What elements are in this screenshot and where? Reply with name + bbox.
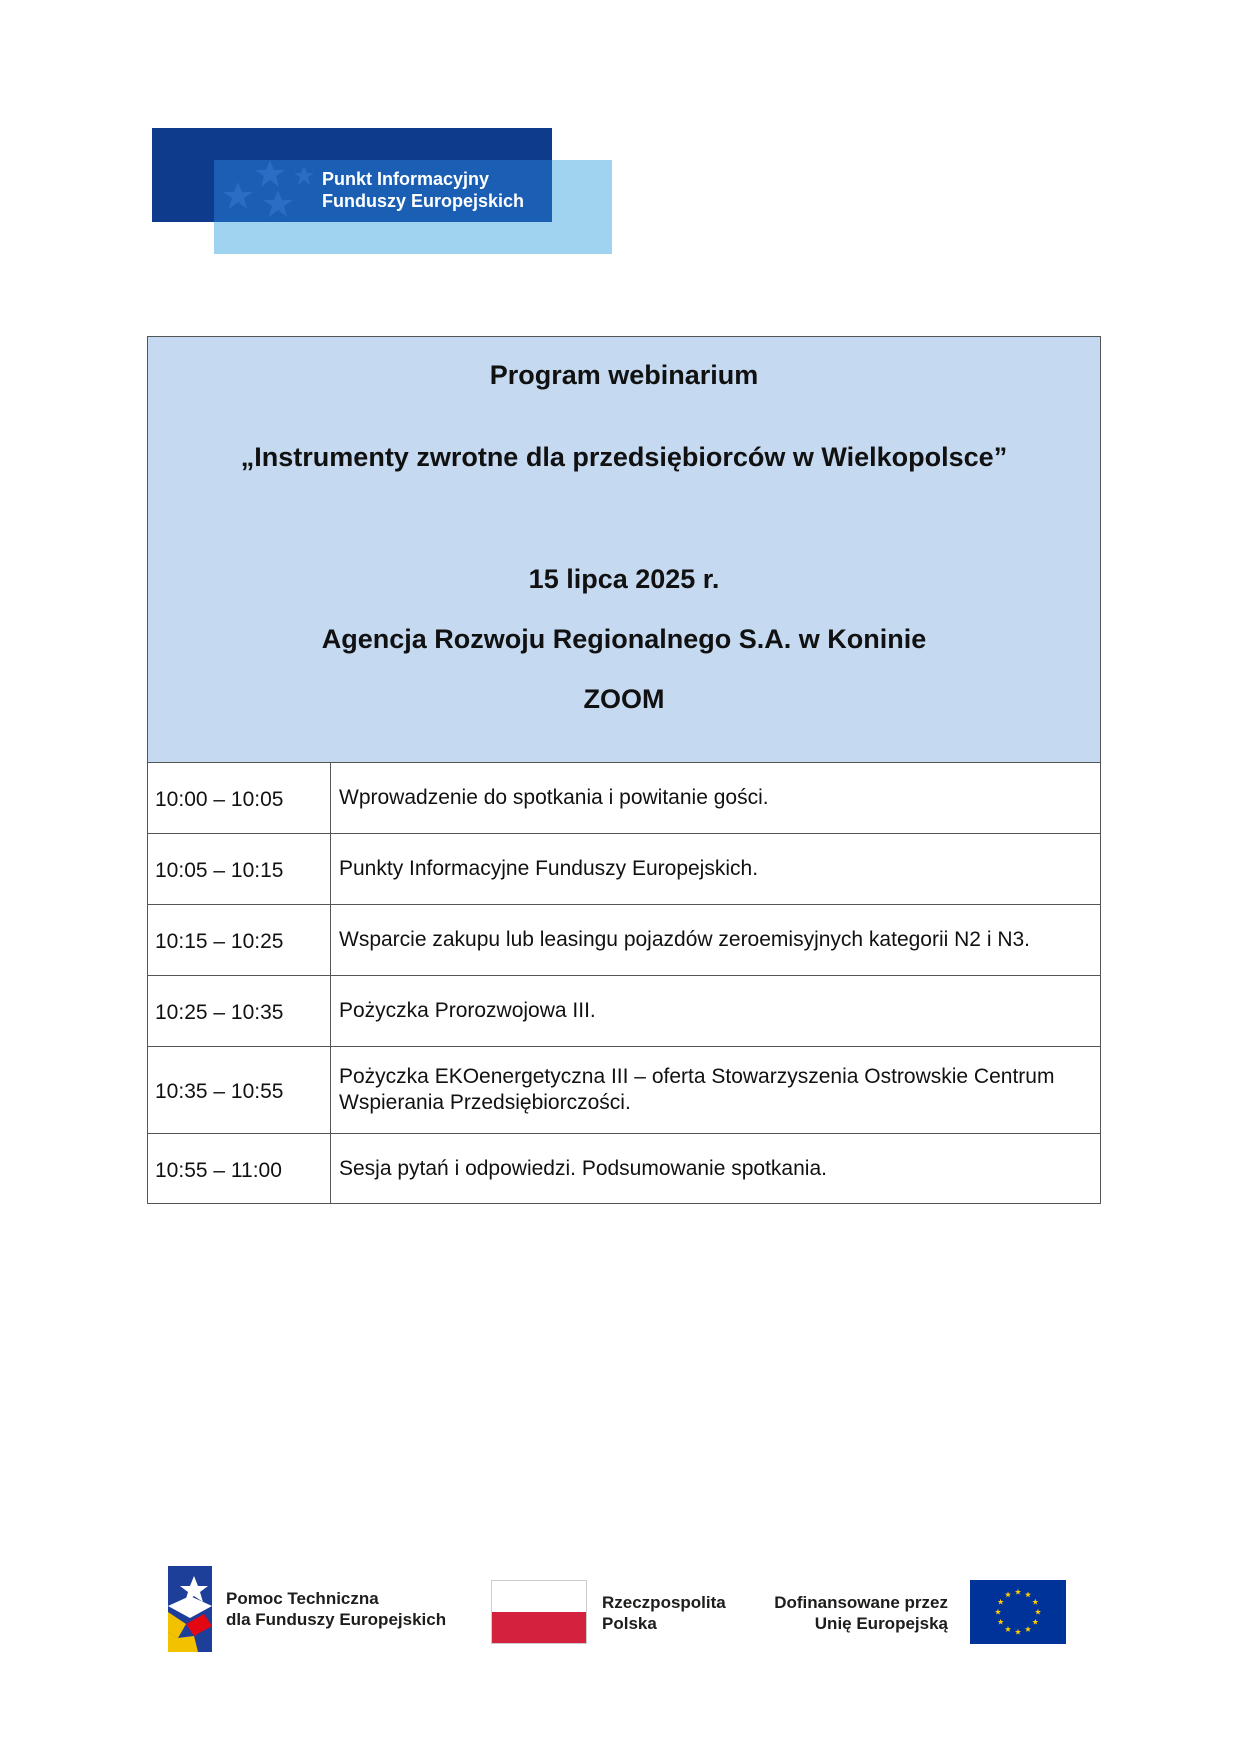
eu-star — [1015, 1589, 1021, 1595]
eu-line1: Dofinansowane przez — [774, 1593, 948, 1612]
agenda-time: 10:15 – 10:25 — [148, 905, 331, 975]
eu-logo-text — [774, 1592, 948, 1634]
eu-star — [995, 1609, 1001, 1615]
eu-flag-icon — [970, 1580, 1066, 1644]
fe-star-icon — [168, 1566, 212, 1652]
eu-star — [1025, 1591, 1031, 1597]
agenda-topic: Pożyczka Prorozwojowa III. — [339, 999, 596, 1022]
agenda-topic: Wprowadzenie do spotkania i powitanie gości. — [339, 786, 769, 809]
agenda-table — [147, 336, 1101, 1204]
eu-logo — [770, 1580, 1066, 1646]
agenda-topic: Wsparcie zakupu lub leasingu pojazdów zeroemisyjnych kategorii N2 i N3. — [339, 928, 1031, 951]
eu-line2: Unię Europejską — [814, 1614, 948, 1633]
fe-line2: dla Funduszy Europejskich — [226, 1610, 447, 1629]
program-subtitle: „Instrumenty zwrotne dla przedsiębiorców w Wielkopolsce” — [240, 442, 1008, 472]
agenda-topic: Punkty Informacyjne Funduszy Europejskich. — [339, 857, 759, 880]
agenda-row — [148, 1047, 1100, 1134]
fe-line1: Pomoc Techniczna — [226, 1589, 379, 1608]
eu-star — [998, 1599, 1004, 1605]
eu-star — [1025, 1626, 1031, 1632]
agenda-topic: Sesja pytań i odpowiedzi. Podsumowanie spotkania. — [339, 1156, 827, 1180]
agenda-row — [148, 763, 1100, 834]
rp-line1: Rzeczpospolita — [602, 1593, 726, 1612]
eu-star — [998, 1619, 1004, 1625]
eu-star — [1035, 1609, 1041, 1615]
program-title: Program webinarium — [489, 360, 759, 390]
eu-star — [1005, 1626, 1011, 1632]
program-organizer: Agencja Rozwoju Regionalnego S.A. w Koninie — [321, 624, 927, 654]
fe-logo-text — [226, 1588, 446, 1630]
rp-logo — [491, 1580, 741, 1646]
fe-logo — [168, 1566, 468, 1652]
rp-line2: Polska — [602, 1614, 657, 1633]
agenda-row — [148, 834, 1100, 905]
pife-logo — [152, 128, 612, 254]
agenda-time: 10:00 – 10:05 — [148, 763, 331, 833]
logo-line1: Punkt Informacyjny — [322, 169, 490, 189]
agenda-row — [148, 976, 1100, 1047]
eu-stars-icon — [218, 158, 314, 224]
program-platform: ZOOM — [583, 684, 665, 714]
rp-logo-text — [602, 1592, 726, 1634]
eu-star — [1005, 1591, 1011, 1597]
agenda-row — [148, 1134, 1100, 1203]
eu-star — [1015, 1629, 1021, 1635]
agenda-time: 10:25 – 10:35 — [148, 976, 331, 1046]
agenda-time: 10:55 – 11:00 — [148, 1134, 331, 1203]
agenda-time: 10:05 – 10:15 — [148, 834, 331, 904]
polish-flag-icon — [491, 1580, 587, 1644]
agenda-time: 10:35 – 10:55 — [148, 1047, 331, 1133]
logo-line2: Funduszy Europejskich — [322, 191, 525, 211]
agenda-topic: Pożyczka EKOenergetyczna III – oferta Stowarzyszenia Ostrowskie Centrum Wspierania Przedsiębiorczości. — [339, 1065, 1055, 1114]
eu-star — [1032, 1599, 1038, 1605]
program-date: 15 lipca 2025 r. — [528, 564, 720, 594]
agenda-row — [148, 905, 1100, 976]
logo-text — [322, 168, 524, 212]
agenda-header — [148, 337, 1100, 763]
eu-star — [1032, 1619, 1038, 1625]
